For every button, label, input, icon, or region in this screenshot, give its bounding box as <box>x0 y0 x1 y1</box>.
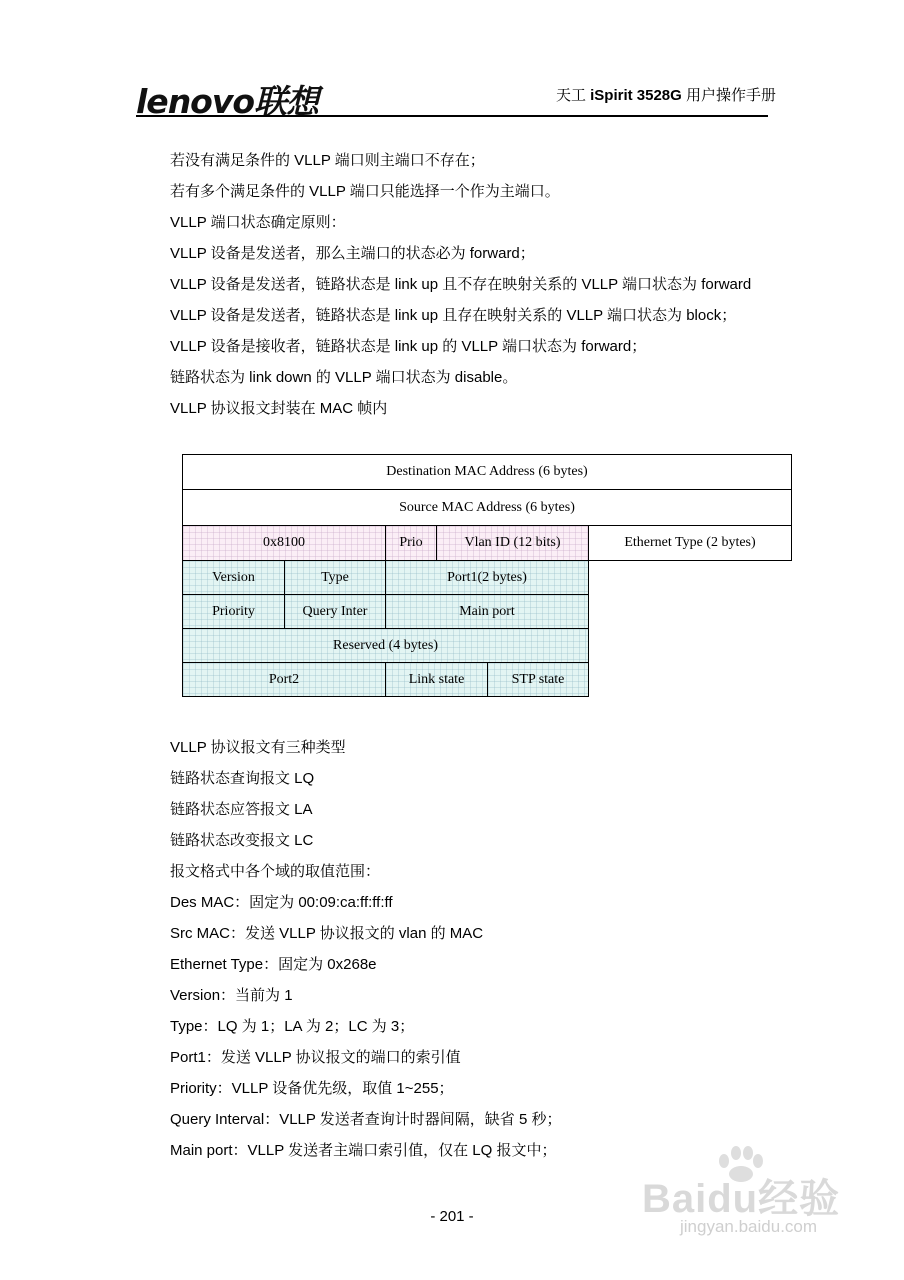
paragraph: VLLP 设备是发送者，那么主端口的状态必为 forward； <box>170 245 535 262</box>
paragraph: VLLP 设备是发送者，链路状态是 link up 且存在映射关系的 VLLP 端口状态为 block； <box>170 307 737 324</box>
manual-title <box>556 84 776 105</box>
stp-state-cell: STP state <box>487 662 589 697</box>
main-port-cell: Main port <box>385 594 589 629</box>
body-text-top <box>170 148 751 427</box>
manual-title-suffix: 用户操作手册 <box>681 87 776 104</box>
query-inter-cell: Query Inter <box>284 594 386 629</box>
paragraph: 报文格式中各个域的取值范围： <box>170 863 381 880</box>
paragraph: VLLP 协议报文有三种类型 <box>170 739 346 756</box>
port2-cell: Port2 <box>182 662 386 697</box>
lenovo-logo: lenovo联想 <box>136 82 319 121</box>
paragraph: Type：LQ 为 1；LA 为 2；LC 为 3； <box>170 1018 415 1035</box>
prio-cell: Prio <box>385 525 437 561</box>
paragraph: 若没有满足条件的 VLLP 端口则主端口不存在； <box>170 152 485 169</box>
link-state-cell: Link state <box>385 662 488 697</box>
paragraph: VLLP 端口状态确定原则： <box>170 214 346 231</box>
paragraph: Src MAC：发送 VLLP 协议报文的 vlan 的 MAC <box>170 925 484 942</box>
paragraph: 链路状态查询报文 LQ <box>170 770 315 787</box>
baidu-watermark <box>642 1135 852 1245</box>
watermark-url: jingyan.baidu.com <box>680 1217 818 1236</box>
paragraph: VLLP 设备是发送者，链路状态是 link up 且不存在映射关系的 VLLP 端口状态为 forward <box>170 276 752 293</box>
ethernet-type-cell: Ethernet Type (2 bytes) <box>588 525 792 561</box>
tpid-cell: 0x8100 <box>182 525 386 561</box>
body-text-bottom <box>170 735 561 1169</box>
paragraph: 链路状态改变报文 LC <box>170 832 314 849</box>
priority-cell: Priority <box>182 594 285 629</box>
paragraph: Priority：VLLP 设备优先级，取值 1~255； <box>170 1080 454 1097</box>
paragraph: VLLP 协议报文封装在 MAC 帧内 <box>170 400 388 417</box>
paragraph: 链路状态为 link down 的 VLLP 端口状态为 disable。 <box>170 369 518 386</box>
reserved-cell: Reserved (4 bytes) <box>182 628 589 663</box>
paragraph: Port1：发送 VLLP 协议报文的端口的索引值 <box>170 1049 461 1066</box>
paragraph: Version：当前为 1 <box>170 987 293 1004</box>
vllp-frame-format-table <box>182 454 792 698</box>
paragraph: Main port：VLLP 发送者主端口索引值，仅在 LQ 报文中； <box>170 1142 557 1159</box>
dest-mac-cell: Destination MAC Address (6 bytes) <box>182 454 792 490</box>
paragraph: Ethernet Type：固定为 0x268e <box>170 956 377 973</box>
paragraph: Des MAC：固定为 00:09:ca:ff:ff:ff <box>170 894 393 911</box>
paragraph: 若有多个满足条件的 VLLP 端口只能选择一个作为主端口。 <box>170 183 560 200</box>
port1-cell: Port1(2 bytes) <box>385 560 589 595</box>
watermark-brand: Baidu经验 <box>642 1177 841 1221</box>
paragraph: 链路状态应答报文 LA <box>170 801 313 818</box>
header-divider <box>136 115 768 117</box>
manual-title-product: iSpirit 3528G <box>590 87 682 104</box>
manual-title-prefix: 天工 <box>555 87 591 104</box>
vlan-id-cell: Vlan ID (12 bits) <box>436 525 589 561</box>
version-cell: Version <box>182 560 285 595</box>
paragraph: Query Interval：VLLP 发送者查询计时器间隔，缺省 5 秒； <box>170 1111 562 1128</box>
paragraph: VLLP 设备是接收者，链路状态是 link up 的 VLLP 端口状态为 forward； <box>170 338 647 355</box>
type-cell: Type <box>284 560 386 595</box>
page-number: - 201 - <box>430 1208 474 1225</box>
src-mac-cell: Source MAC Address (6 bytes) <box>182 489 792 526</box>
